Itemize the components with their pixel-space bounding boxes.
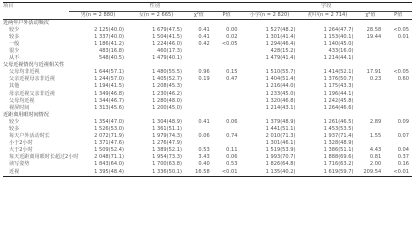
row-label: 大于2小时 [9, 147, 33, 154]
table-cell: 1 208(45.3) [152, 83, 182, 90]
table-cell [185, 126, 213, 133]
column-header: 小学(n = 2 820) [241, 11, 299, 19]
table-cell [69, 112, 127, 119]
table-cell: 2.89 [369, 118, 382, 125]
table-cell: 16.58 [185, 169, 213, 177]
table-cell: 1 328(48.9) [323, 140, 354, 147]
table-cell: 0.41 [198, 26, 210, 33]
table-row [3, 119, 412, 126]
table-cell: 0.04 [397, 147, 410, 154]
table-cell: 0.01 [397, 33, 410, 40]
table-cell: 1 175(43.3) [323, 83, 354, 90]
row-label: 较少 [9, 118, 20, 125]
table-cell [185, 91, 213, 98]
table-cell: 1 224(46.0) [152, 40, 182, 47]
table-cell: 19.44 [366, 33, 382, 40]
table-row [3, 76, 412, 83]
table-cell: 1 843(64.0) [94, 161, 124, 168]
row-label: 较多 [9, 33, 20, 40]
table-row [3, 169, 412, 177]
table-cell [384, 62, 412, 69]
table-cell [357, 140, 385, 147]
column-header: P值 [384, 11, 412, 19]
table-cell: 0.07 [397, 133, 410, 140]
table-cell [127, 112, 185, 119]
table-cell: 0.02 [226, 33, 238, 40]
table-cell: 1 954(73.3) [152, 154, 182, 161]
row-label: 其他 [9, 83, 20, 90]
row-label: 母亲近视父亲非近视 [9, 90, 55, 97]
row-label: 较少 [9, 26, 20, 33]
table-cell [69, 19, 127, 27]
table-cell: 1 140(45.0) [323, 40, 354, 47]
table-cell: 1 337(40.0) [94, 33, 124, 40]
table-cell: 1 214(44.1) [323, 55, 354, 62]
table-cell [127, 19, 185, 27]
table-cell [299, 62, 357, 69]
table-cell [213, 83, 241, 90]
column-header: χ²值 [357, 11, 385, 19]
table-cell: 2 125(40.0) [94, 26, 124, 33]
table-cell [357, 48, 385, 55]
table-cell: 460(17.3) [156, 47, 182, 54]
table-cell [384, 105, 412, 112]
table-cell [384, 19, 412, 27]
table-cell: 1 888(69.6) [323, 154, 354, 161]
table-cell [185, 112, 213, 119]
row-label: 视屏时间 [9, 104, 30, 111]
table-cell: 0.40 [198, 161, 210, 168]
table-cell: 209.54 [357, 169, 385, 177]
table-row [3, 112, 412, 119]
table-cell [357, 19, 385, 27]
table-row [3, 69, 412, 76]
row-label: 每天户外活动时长 [9, 133, 50, 140]
table-cell: 1 519(53.9) [265, 147, 296, 154]
table-cell: <0.05 [393, 26, 410, 33]
table-cell [241, 62, 299, 69]
table-cell: 0.41 [198, 118, 210, 125]
table-cell: 3.43 [198, 154, 210, 161]
table-cell [384, 55, 412, 62]
table-cell: 1 153(40.1) [323, 33, 354, 40]
table-cell: 1 301(41.4) [265, 33, 296, 40]
table-cell: 1 230(46.2) [152, 90, 182, 97]
table-cell [213, 48, 241, 55]
table-cell [384, 98, 412, 105]
table-cell: 1 233(45.0) [265, 90, 296, 97]
table-cell: 1 379(48.9) [265, 118, 296, 125]
table-cell [384, 112, 412, 119]
table-cell: 1 619(59.7) [299, 169, 357, 177]
table-cell: 0.16 [397, 161, 410, 168]
table-row [3, 83, 412, 90]
table-cell: 1 200(45.0) [152, 104, 182, 111]
table-cell: 1 504(41.5) [152, 33, 182, 40]
table-cell: 1 679(47.5) [152, 26, 182, 33]
table-cell [241, 19, 299, 27]
row-label: 每天近距离用眼时长超过2小时 [9, 154, 79, 161]
table-cell [299, 112, 357, 119]
table-cell: 1 349(46.8) [94, 90, 124, 97]
table-cell: 1 304(48.9) [152, 118, 182, 125]
table-cell: 1 644(57.1) [94, 69, 124, 76]
table-cell [357, 98, 385, 105]
table-cell: 1 196(44.1) [323, 90, 354, 97]
table-cell: 1 216(44.0) [265, 83, 296, 90]
table-cell: 0.11 [226, 147, 238, 154]
table-cell [185, 140, 213, 147]
table-cell [357, 91, 385, 98]
table-cell [357, 55, 385, 62]
column-header-row [3, 11, 412, 19]
table-cell: 1 294(46.4) [265, 40, 296, 47]
header-spacer [3, 11, 69, 19]
table-cell: 0.00 [226, 26, 238, 33]
data-table [3, 2, 412, 177]
table-cell [384, 83, 412, 90]
table-cell: 1 313(45.6) [94, 104, 124, 111]
table-cell: 17.91 [366, 69, 382, 76]
table-cell: 1 386(51.1) [323, 147, 354, 154]
table-row [3, 34, 412, 41]
table-cell [213, 19, 241, 27]
table-cell: 483(16.8) [98, 47, 124, 54]
table-row [3, 41, 412, 48]
table-cell: 1 301(46.1) [265, 140, 296, 147]
table-row [3, 91, 412, 98]
table-cell: 1 371(47.6) [94, 140, 124, 147]
table-cell: 1 480(55.5) [152, 69, 182, 76]
table-cell: 1.55 [369, 133, 382, 140]
table-cell [185, 55, 213, 62]
table-cell: 1 509(52.4) [94, 147, 124, 154]
row-label: 父母均非近视 [9, 69, 40, 76]
column-header: 初中(n = 2 714) [299, 11, 357, 19]
table-cell: 1 404(51.4) [265, 76, 296, 83]
table-cell [384, 48, 412, 55]
table-cell [357, 126, 385, 133]
table-cell: 1 479(41.4) [265, 55, 296, 62]
table-cell: 0.41 [198, 33, 210, 40]
row-label: 父母均近视 [9, 97, 35, 104]
section-label: 近两年户外活动频次 [3, 19, 49, 26]
table-cell: 1 336(50.1) [127, 169, 185, 177]
row-label: 很少 [9, 47, 20, 54]
table-cell: 1 261(46.5) [323, 118, 354, 125]
table-cell: 1 186(41.2) [94, 40, 124, 47]
table-row [3, 154, 412, 161]
table-cell: 1 194(41.5) [94, 83, 124, 90]
table-cell: 0.06 [226, 154, 238, 161]
table-cell: 0.81 [369, 154, 382, 161]
table-cell: 0.74 [226, 133, 238, 140]
gender-group-header: 性别 [69, 3, 241, 12]
table-cell [213, 126, 241, 133]
table-row [3, 48, 412, 55]
row-label: 近视 [3, 169, 69, 177]
table-cell [357, 62, 385, 69]
table-body [3, 19, 412, 176]
table-cell: 2.00 [369, 161, 382, 168]
table-cell [213, 55, 241, 62]
row-label: 一般 [9, 40, 20, 47]
table-cell: 1 361(51.1) [152, 126, 182, 132]
table-cell: 0.42 [198, 40, 210, 47]
table-cell [213, 140, 241, 147]
table-cell: 1 320(46.8) [265, 97, 296, 104]
table-cell [357, 112, 385, 119]
table-cell: <0.05 [393, 69, 410, 76]
table-cell: <0.05 [221, 40, 238, 47]
table-cell [185, 62, 213, 69]
table-cell [299, 19, 357, 27]
table-cell: 2 010(71.3) [265, 133, 296, 140]
table-cell: 428(15.2) [270, 47, 296, 54]
table-cell [127, 62, 185, 69]
table-cell: 548(40.5) [98, 55, 124, 62]
table-cell: 28.58 [366, 26, 382, 33]
table-cell [185, 83, 213, 90]
table-cell [213, 62, 241, 69]
table-row [3, 27, 412, 34]
table-cell: 1 441(51.1) [265, 126, 296, 132]
table-cell: 0.23 [369, 76, 382, 83]
table-row [3, 55, 412, 62]
table-cell: 1 937(71.4) [323, 133, 354, 140]
table-cell: 1 479(40.1) [152, 55, 182, 62]
table-cell: 1 527(48.2) [265, 26, 296, 33]
table-cell [357, 41, 385, 48]
table-cell: 433(16.0) [328, 47, 354, 54]
table-cell [213, 112, 241, 119]
table-cell: 4.43 [369, 147, 382, 154]
table-cell: 0.53 [198, 147, 210, 154]
table-cell: 0.09 [397, 118, 410, 125]
table-cell [185, 98, 213, 105]
table-cell [213, 105, 241, 112]
table-cell: 0.19 [198, 76, 210, 83]
table-cell: 1 264(47.7) [323, 26, 354, 33]
table-cell: 0.60 [397, 76, 410, 83]
table-cell [213, 98, 241, 105]
table-cell: <0.01 [384, 169, 412, 177]
table-row [3, 105, 412, 112]
table-cell: 1 344(46.7) [94, 97, 124, 104]
table-row [3, 161, 412, 168]
table-cell: 1 135(40.2) [241, 169, 299, 177]
table-cell [384, 91, 412, 98]
table-cell [213, 91, 241, 98]
column-header: P值 [213, 11, 241, 19]
table-cell [185, 48, 213, 55]
table-cell: 1 244(57.0) [94, 76, 124, 83]
table-cell: 1 453(53.5) [323, 126, 354, 132]
table-cell: 1 389(52.1) [152, 147, 182, 154]
table-row [3, 62, 412, 69]
table-cell: 1 979(74.3) [152, 133, 182, 140]
table-cell [357, 105, 385, 112]
table-cell [241, 112, 299, 119]
table-cell: 1 700(63.8) [152, 161, 182, 168]
table-cell: 0.15 [226, 69, 238, 76]
table-cell [384, 41, 412, 48]
row-label: 读写姿势 [9, 161, 30, 168]
column-header: 男(n = 2 880) [69, 11, 127, 19]
table-cell: 1 414(52.1) [323, 69, 354, 76]
table-cell: 0.96 [198, 69, 210, 76]
table-cell: 1 376(50.7) [323, 76, 354, 83]
row-label: 父亲近视母亲非近视 [9, 76, 55, 83]
row-label-header: 项目 [3, 3, 69, 12]
table-cell: 0.47 [226, 76, 238, 83]
table-cell: 2 072(71.9) [94, 133, 124, 140]
table-cell: 2 048(71.1) [94, 154, 124, 161]
table-cell: 1 214(43.1) [265, 104, 296, 111]
table-cell [384, 140, 412, 147]
school-group-header: 学段 [241, 3, 413, 12]
table-cell: 1 510(55.7) [265, 69, 296, 76]
table-row [3, 19, 412, 27]
table-cell: 1 395(48.4) [69, 169, 127, 177]
table-cell: 0.53 [226, 161, 238, 168]
group-header-row [3, 3, 412, 12]
table-cell [185, 105, 213, 112]
section-label: 近距离用眼时间情况 [3, 111, 49, 118]
table-cell [185, 19, 213, 27]
row-label: 较多 [9, 126, 20, 132]
table-cell: 1 716(63.2) [323, 161, 354, 168]
column-header: 女(n = 2 665) [127, 11, 185, 19]
table-cell: 1 993(70.7) [265, 154, 296, 161]
table-cell: 1 526(53.0) [94, 126, 124, 132]
table-cell: 0.06 [226, 118, 238, 125]
table-cell: 1 242(45.8) [323, 97, 354, 104]
column-header: χ²值 [185, 11, 213, 19]
table-cell: 1 354(47.0) [94, 118, 124, 125]
table-cell: 0.06 [198, 133, 210, 140]
table-cell: <0.01 [213, 169, 241, 177]
section-label: 父母近视情况与近视相关性 [3, 62, 65, 69]
table-row [3, 133, 412, 140]
table-cell: 1 405(52.7) [152, 76, 182, 83]
table-row [3, 126, 412, 133]
table-cell: 0.37 [397, 154, 410, 161]
row-label: 小于2小时 [9, 140, 33, 147]
table-cell [384, 126, 412, 133]
row-label: 从不 [9, 55, 20, 62]
table-cell [69, 62, 127, 69]
table-cell [357, 83, 385, 90]
table-row [3, 140, 412, 147]
table-cell: 1 264(46.6) [323, 104, 354, 111]
table-cell: 1 826(64.8) [265, 161, 296, 168]
table-cell: 1 276(47.9) [152, 140, 182, 147]
table-cell: 1 280(48.0) [152, 97, 182, 104]
table-row [3, 98, 412, 105]
